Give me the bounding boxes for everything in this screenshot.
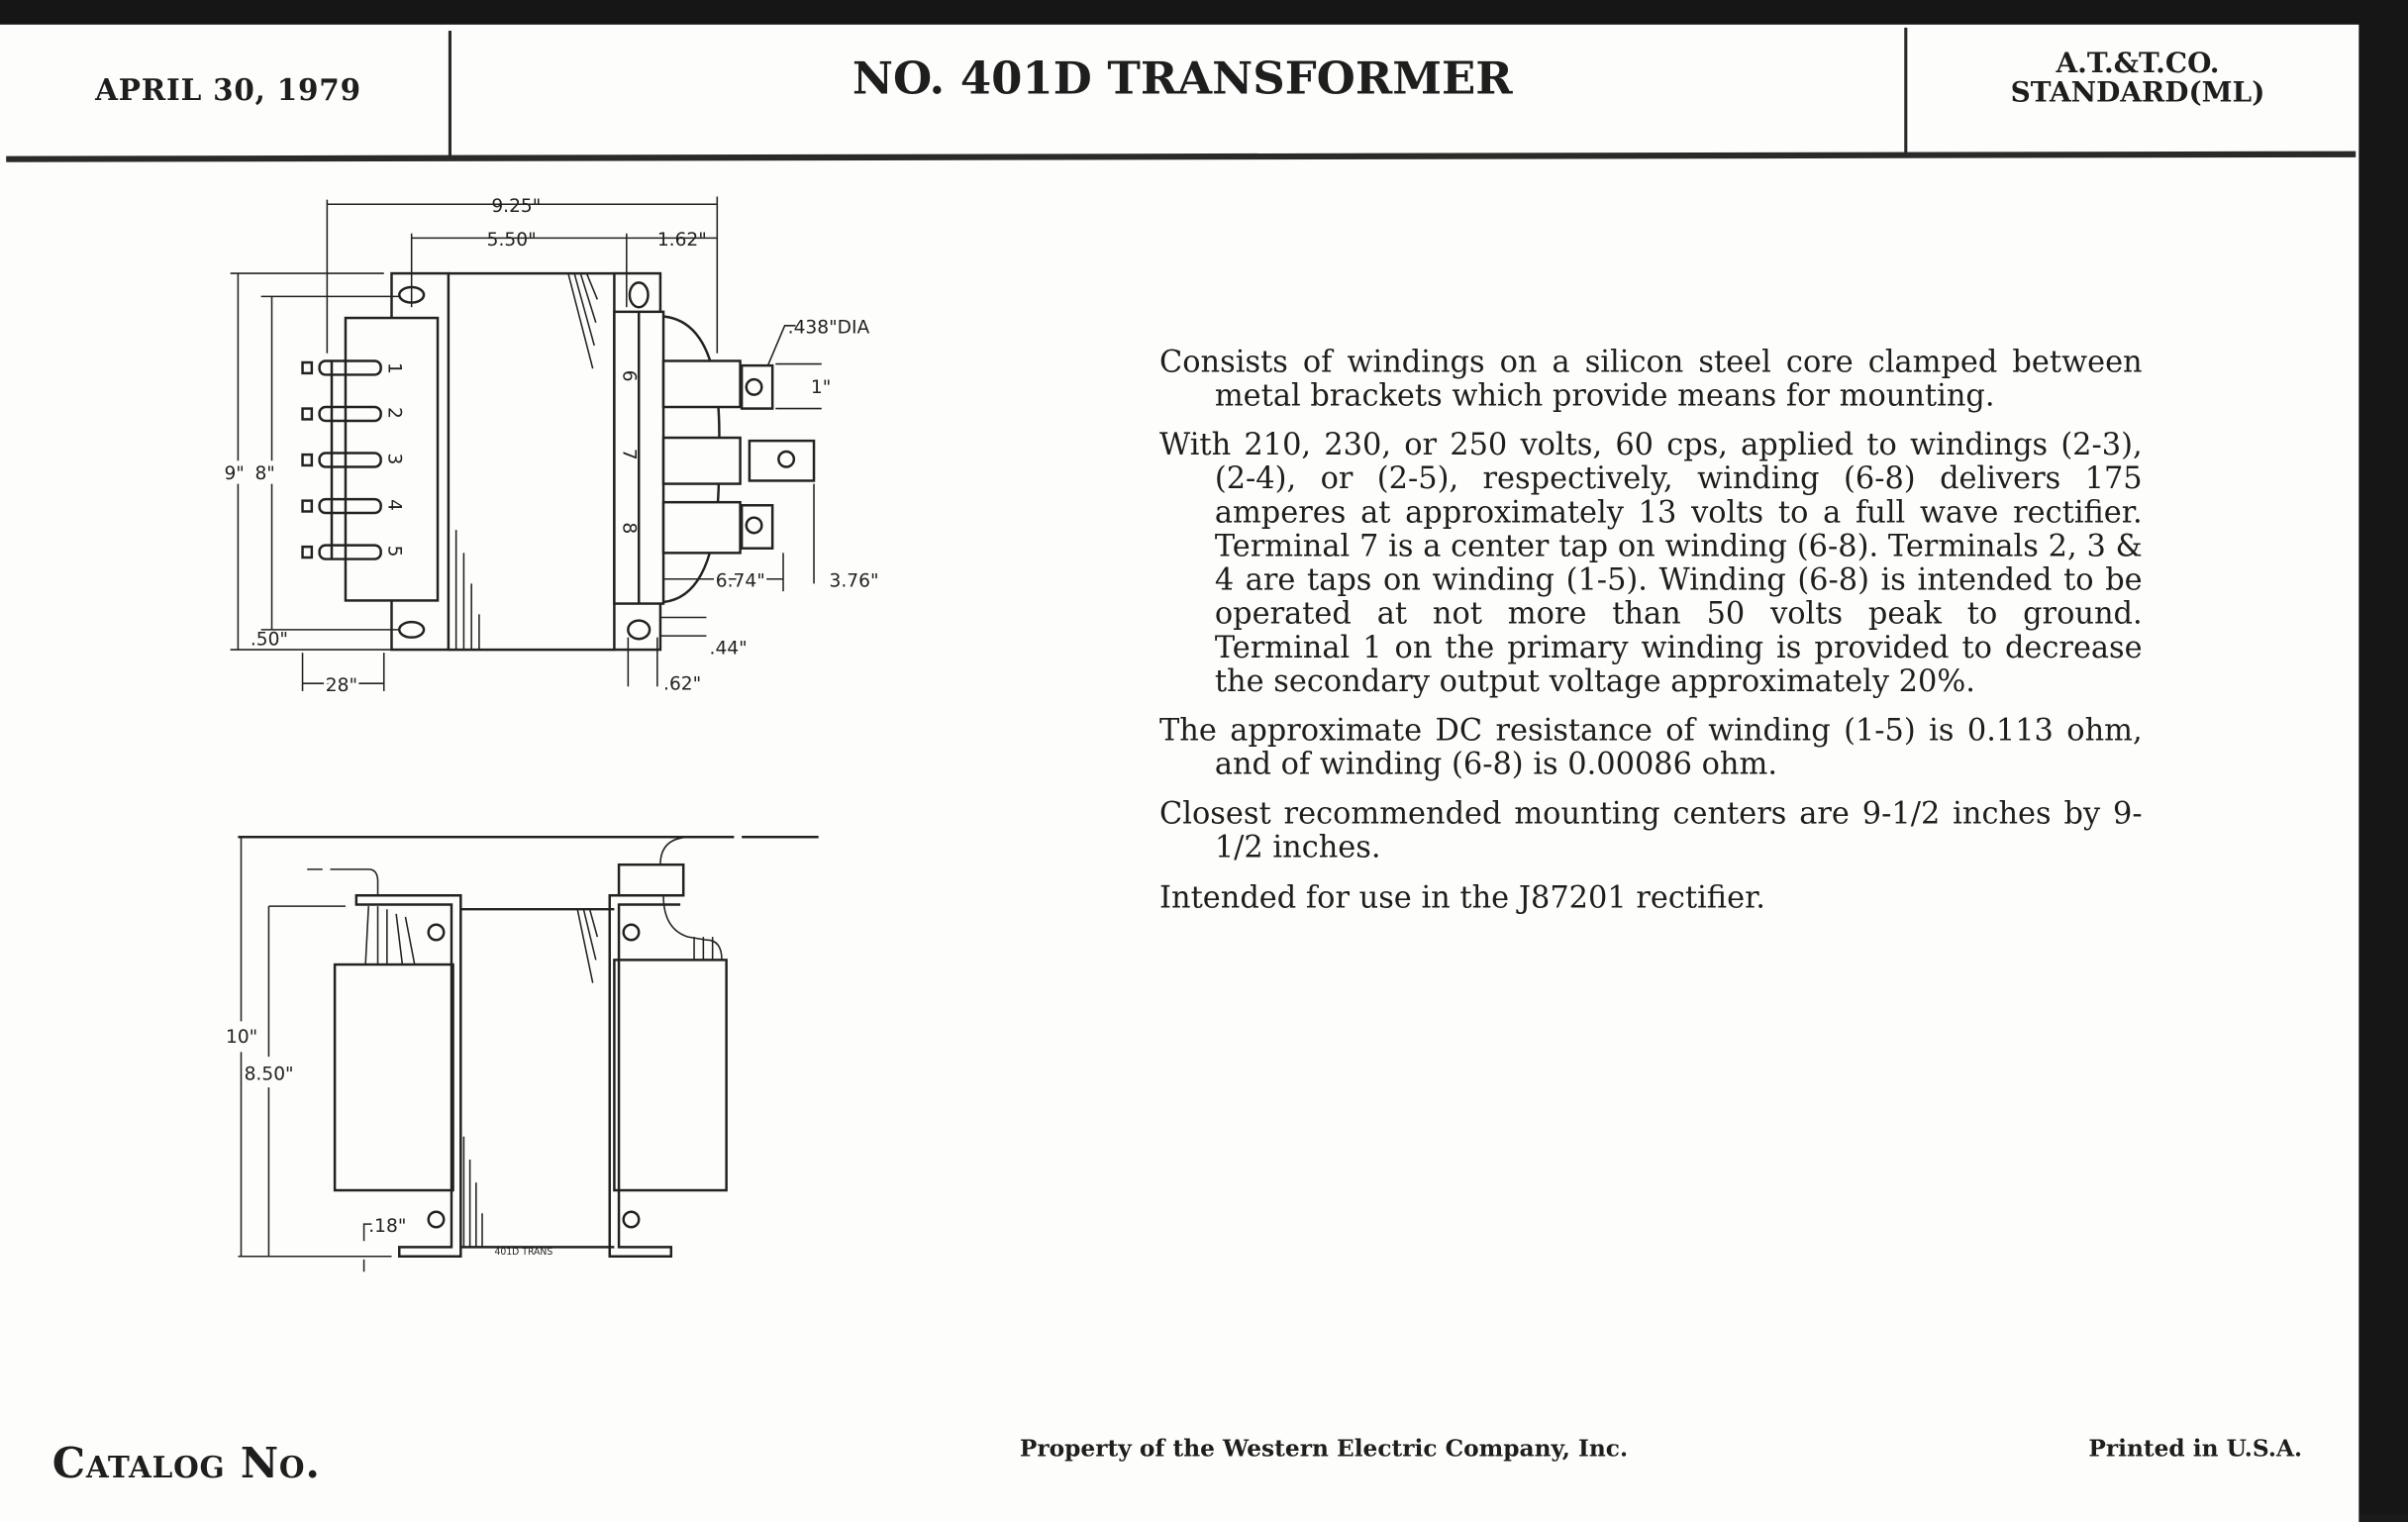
terminal-1: 1: [383, 362, 405, 374]
dim-lug: 1": [810, 377, 832, 399]
description-paragraph: Consists of windings on a silicon steel core clamped between metal brackets which provide means for mounting.: [1159, 344, 2143, 414]
dim-62: .62": [663, 673, 702, 695]
terminal-4: 4: [383, 499, 405, 511]
dim-376: 3.76": [829, 570, 879, 592]
printed-notice: Printed in U.S.A.: [2088, 1434, 2303, 1463]
property-notice: Property of the Western Electric Company, Inc.: [1019, 1434, 1629, 1463]
terminal-7: 7: [618, 448, 640, 460]
description-paragraph: Closest recommended mounting centers are 9-1/2 inches by 9-1/2 inches.: [1159, 795, 2143, 865]
dim-28: 28": [325, 674, 358, 696]
terminal-5: 5: [383, 545, 405, 558]
terminal-8: 8: [618, 522, 640, 535]
terminal-3: 3: [383, 453, 405, 465]
description-paragraph: With 210, 230, or 250 volts, 60 cps, applied to windings (2-3), (2-4), or (2-5), respectively, winding (6-8) delivers 175 amperes at approximately 13 volts to a full wave rectifier. Terminal 7 is a center tap on winding (6-8). Terminals 2, 3 & 4 are taps on winding (1-5). Winding (6-8) is intended to be operated at not more than 50 volts peak to ground. Terminal 1 on the primary winding is provided to decrease the secondary output voltage approximately 20%.: [1159, 427, 2143, 699]
dim-44: .44": [709, 638, 748, 660]
dim-mount-height: 8": [254, 462, 275, 484]
description-paragraph: The approximate DC resistance of winding (1-5) is 0.113 ohm, and of winding (6-8) is 0.00086 ohm.: [1159, 712, 2143, 782]
side-dim-18: .18": [368, 1215, 407, 1237]
standard-line-2: STANDARD(ML): [2010, 76, 2265, 110]
description-paragraph: Intended for use in the J87201 rectifier.: [1159, 879, 1765, 915]
dim-offset: 1.62": [656, 230, 707, 252]
side-dim-height: 10": [225, 1027, 258, 1049]
dim-674: 6.74": [715, 570, 765, 592]
top-view-drawing: [224, 196, 878, 696]
issue-date: APRIL 30, 1979: [95, 73, 361, 108]
dim-mount-centers: 5.50": [486, 230, 537, 252]
standard-line-1: A.T.&T.CO.: [2056, 48, 2220, 80]
terminal-2: 2: [383, 407, 405, 419]
nameplate: 401D TRANS: [494, 1247, 553, 1259]
dim-hole-dia: .438"DIA: [787, 317, 870, 339]
dim-50: .50": [250, 629, 288, 651]
side-dim-mount-height: 8.50": [244, 1064, 294, 1085]
catalog-number-label: Catalog No.: [51, 1440, 321, 1488]
dim-height: 9": [224, 462, 245, 484]
side-view-drawing: [226, 837, 819, 1271]
page-title: NO. 401D TRANSFORMER: [852, 51, 1513, 105]
terminal-6: 6: [618, 369, 640, 382]
dim-overall-width: 9.25": [491, 196, 542, 218]
